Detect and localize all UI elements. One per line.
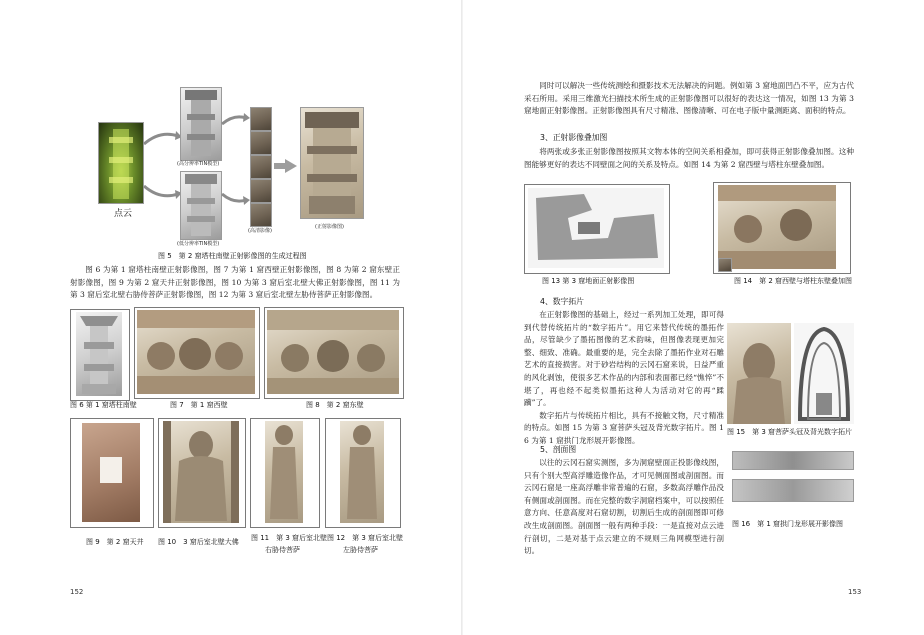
right-para2-block [524,146,854,171]
fig15-statue-image [727,323,791,424]
ortho-image-result [300,107,364,219]
fig13-image [528,188,664,268]
heading-ortho-overlay: 3、正射影像叠加图 [540,133,608,142]
right-para4: 数字拓片与传统拓片相比，具有不接触文物，尺寸精准的特点。如图 15 为第 3 窟菩萨头冠及背光数字拓片。图 16 为第 1 窟拱门龙形展开影像图。 [524,410,724,445]
fig16-strip-bottom [732,479,854,502]
fig12-caption-line1: 图 12 第 3 窟后室北壁 [327,534,404,542]
fig14-caption: 图 14 第 2 窟西壁与塔柱东壁叠加图 [734,277,853,285]
fig16-strip-top [732,451,854,470]
fig11-caption-line1: 图 11 第 3 窟后室北壁 [251,534,328,542]
curve-arrow-mid-up [220,112,250,128]
hd-image-tile-4 [250,179,272,203]
hd-image-label: (高清影像) [248,228,272,234]
fig6-image [76,312,122,396]
right-para3: 在正射影像图的基础上，经过一系列加工处理，即可得到代替传统拓片的“数字拓片”。用它来替代传统的墨拓作品，尽管缺少了墨拓图像的艺术韵味，但图像表现更加完整、细致、准确。最重要的是，完全去除了墨拓作业对石雕艺术的直接损害。对于砂岩结构的云冈石窟来说，日益严重的风化剥蚀，使很多艺术作品的内部和表面都已经“憔悴”不堪了，再也经不起类似墨拓这种人为活动对它的再“蹂躏”了。 [524,310,724,408]
fig10-image [163,421,239,523]
fig9-image [82,423,140,522]
fig6-caption: 图 6 第 1 窟塔柱南壁 [70,401,137,409]
right-page-number: 153 [848,588,862,596]
high-res-tin-label: (高分辨率TIN模型) [177,161,220,167]
hd-image-tile-5 [250,203,272,227]
curve-arrow-down [142,182,182,202]
fig11-image [265,421,303,523]
fig8-image [267,310,399,394]
right-para3-block [524,309,724,448]
fig16-caption: 图 16 第 1 窟拱门龙形展开影像图 [732,520,844,528]
left-intro-paragraph [70,264,400,302]
hd-image-tile-2 [250,131,272,155]
right-para5: 以往的云冈石窟实测图，多为洞窟壁面正投影像线图，只有个别大型高浮雕造像作品，才可见侧面图或剖面图。而云冈石窟是一座高浮雕非常普遍的石窟，多数高浮雕作品没有侧面或剖面图。而在完整的数字洞窟档案中，可以按照任意方向、任意高度对石窟切割，切割后生成的剖面图即可修改生成剖面图。剖面图一般有两种手段：一是直接对点云进行剖切，二是对基于点云建立的不规则三角网模型进行剖切。 [524,458,724,556]
point-cloud-label: 点云 [114,209,133,219]
fig15-caption: 图 15 第 3 窟菩萨头冠及背光数字拓片 [727,428,853,436]
fig13-caption: 图 13 第 3 窟地面正射影像图 [542,277,635,285]
fig11-caption-line2: 右胁侍菩萨 [265,546,300,554]
fig14-thumbnail [718,258,732,272]
arrow-right-head [285,159,297,173]
low-res-tin-model [180,171,222,240]
heading-section-drawing: 5、剖面图 [540,445,577,454]
point-cloud-image [98,122,144,204]
hd-image-tile-1 [250,107,272,131]
right-page [462,0,924,635]
curve-arrow-mid-down [220,190,250,206]
high-res-tin-model [180,87,222,161]
fig8-caption: 图 8 第 2 窟东壁 [306,401,364,409]
fig12-image [340,421,384,523]
curve-arrow-up [142,128,182,148]
fig12-caption-line2: 左胁侍菩萨 [343,546,378,554]
fig14-image [718,185,836,269]
low-res-tin-label: (低分辨率TIN模型) [177,241,220,247]
ortho-image-label: (正射影像图) [315,224,344,230]
heading-digital-rubbing: 4、数字拓片 [540,297,584,306]
right-para1: 同时可以解决一些传统测绘和摄影技术无法解决的问题。例如第 3 窟地面凹凸不平，应为古代采石所用。采用三维激光扫描技术所生成的正射影像图可以很好的表达这一情况，如图 13 为第 3 窟地面正射影像图。正射影像图具有尺寸精准、图像清晰、可在电子版中量测距离、面积的特点。 [524,81,854,116]
left-page-number: 152 [70,588,84,596]
right-para1-block [524,80,854,118]
fig7-caption: 图 7 第 1 窟西壁 [170,401,228,409]
fig15-rubbing-image [794,323,854,424]
fig7-image [137,310,255,394]
fig9-caption: 图 9 第 2 窟天井 [86,538,144,546]
fig5-caption: 图 5 第 2 窟塔柱南壁正射影像图的生成过程图 [158,252,307,260]
right-para5-block [524,457,724,558]
fig10-caption: 图 10 3 窟后室北壁大佛 [158,538,239,546]
left-intro-text: 图 6 为第 1 窟塔柱南壁正射影像图，图 7 为第 1 窟西壁正射影像图，图 8 为第 2 窟东壁正射影像图，图 9 为第 2 窟天井正射影像图，图 10 为第 3 窟后室北壁大佛正射影像图，图 11 为第 3 窟后室北壁右胁侍菩萨正射影像图，图 12 为第 3 窟后室北壁左胁侍菩萨正射影像图。 [70,265,400,300]
hd-image-tile-3 [250,155,272,179]
right-para2: 将两张或多张正射影像图按照其文物本体的空间关系相叠加，即可获得正射影像叠加图。这种图能够更好的表达不同壁面之间的关系及特点。如图 14 为第 2 窟西壁与塔柱东壁叠加图。 [524,147,854,169]
